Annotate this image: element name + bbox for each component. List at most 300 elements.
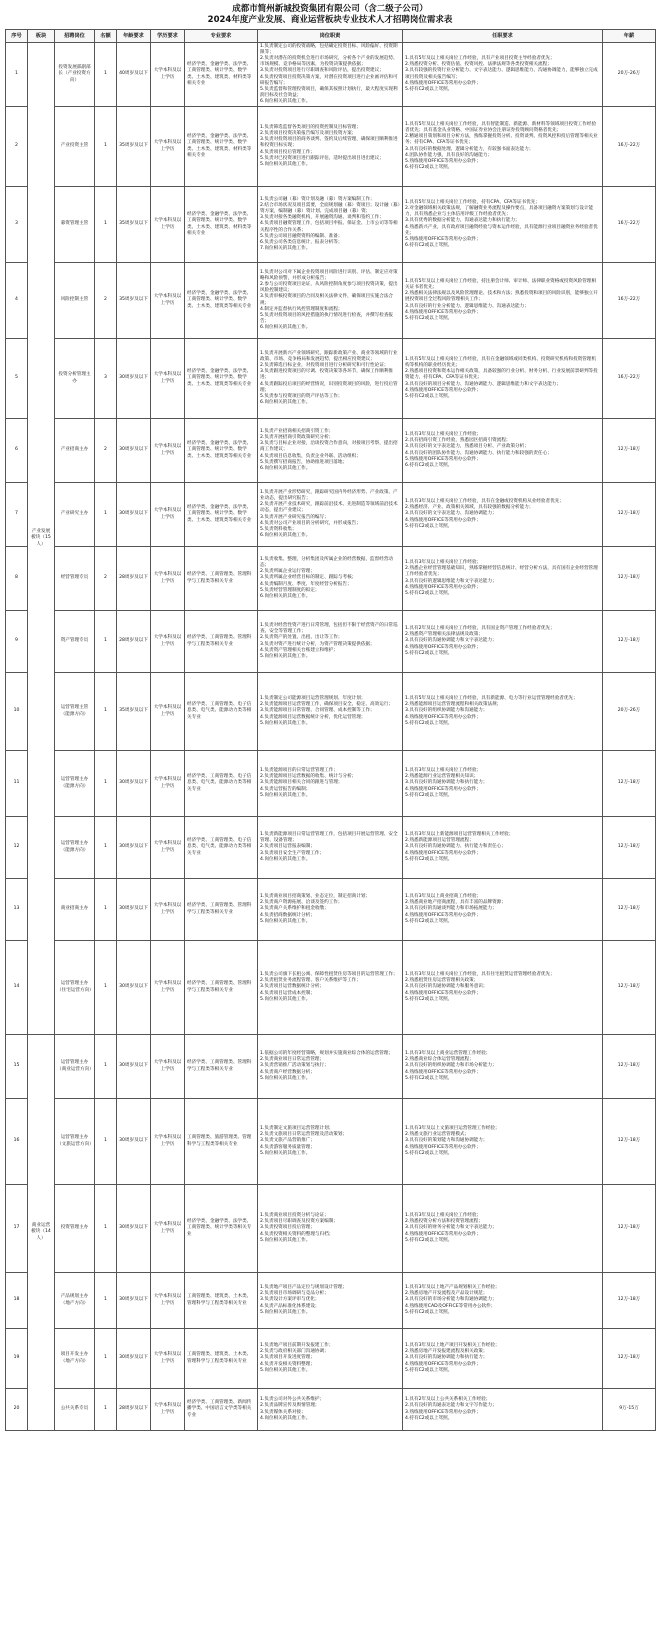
duty-line: 3.负责设计方案评审与优化； [260,1297,320,1303]
education-cell: 大学本科及以上学历 [151,419,185,483]
header-requirements: 任职要求 [403,30,603,43]
salary-cell: 16万-22万 [603,339,656,419]
age-cell: 30周岁及以下 [117,751,151,817]
age-cell: 28周岁及以下 [117,547,151,611]
count-cell: 1 [95,611,117,673]
age-cell: 30周岁及以下 [117,1273,151,1329]
duty-line: 5.负责对投资项目的风控措施的执行情况进行检查，并撰写检查报告； [260,312,394,324]
requirement-line: 1.具有3年及以上相关岗位工作经验； [405,560,482,566]
duty-line: 1.负责制定公司的投资战略，包括确定投资目标、风险偏好、投资期限等； [260,44,398,56]
requirement-line: 4.熟练使用OFFICE等常用办公软件； [405,786,481,792]
table-row [6,817,656,879]
duty-line: 1.负责制定文旅项目运营管理计划； [260,1126,334,1132]
table-body [6,43,656,1431]
duty-line: 6.岗位相关的其他工作。 [260,465,311,471]
requirement-line: 3.具有良好的数据处理、逻辑分析能力，有较强书面表达能力； [405,146,534,152]
duties-cell [258,751,403,817]
duty-line: 1.负责公司融（募）资计划及融（募）资方案编制工作； [260,197,375,203]
count-cell: 2 [95,419,117,483]
count-cell: 1 [95,483,117,547]
age-cell: 30周岁及以下 [117,1329,151,1389]
position-cell: 风险控制主管 [55,263,95,339]
duties-cell [258,879,403,941]
requirement-line: 5.持有C2或以上驾照。 [405,393,453,399]
major-cell: 经济学类、工商管理类、电子信息类、电气类、能源动力类等相关专业 [185,751,258,817]
duty-line: 1.负责商业项目招商策划、业态定位，制定招商计划； [260,894,371,900]
requirement-line: 1.具有2年及以上公共关系相关工作经验； [405,1397,491,1403]
count-cell: 2 [95,547,117,611]
requirement-line: 1.具有3年及以上商业运营管理工作经验； [405,1051,491,1057]
major-cell: 经济学类、金融学类、法学类、工商管理类、统计学类、数学类、土木类、建筑类等相关专业 [185,263,258,339]
duty-line: 1.负责开展新兴产业领域研究，跟踪新政策产业、商业等领域的行业政策、市场、竞争格局和发展趋势，提出相应投资建议； [260,351,398,363]
sector-cell: 商业运营板块（14人） [28,1035,55,1431]
education-cell: 大学本科及以上学历 [151,1185,185,1273]
requirement-line: 4.熟练使用OFFICE等常用办公软件； [405,517,481,523]
requirement-line: 1.具有3年及以上相关岗位工作经验； [405,432,482,438]
duty-line: 2.负责开展招商引资政策研究分析； [260,435,334,441]
duty-line: 2.结合市场状况及项目需要，全面规划融（募）资项目；设计融（募）资方案，编制融（募）资计划、完成项目融（募）资； [260,203,400,215]
table-row [6,43,656,107]
duty-line: 4.负责项目运营成本控制； [260,990,315,996]
count-cell: 1 [95,43,117,107]
salary-cell: 12万-18万 [603,611,656,673]
requirement-line: 4.熟练使用OFFICE等常用办公软件； [405,1069,481,1075]
table-row [6,1389,656,1431]
position-cell: 运营管理主办（文旅运营方向） [55,1099,95,1185]
requirement-line: 3.熟练使用OFFICE等常用办公软件； [405,1409,481,1415]
requirement-line: 3.具有良好的沟通协调能力和执行能力； [405,780,488,786]
requirement-line: 5.持有C2或以上驾照。 [405,996,453,1002]
education-cell: 大学本科及以上学历 [151,1273,185,1329]
education-cell: 大学本科及以上学历 [151,339,185,419]
requirements-cell [403,187,603,263]
row-number: 15 [6,1035,28,1099]
duty-line: 3.负责项目安全生产管理工作； [260,850,325,856]
requirement-line: 6.持有C2或以上驾照。 [405,242,453,248]
table-row [6,611,656,673]
requirements-cell [403,941,603,1035]
position-cell: 运营管理主办（住宅运营方向） [55,941,95,1035]
row-number: 9 [6,611,28,673]
requirement-line: 1.具有3年及以上相关岗位工作经验，具有住宅租赁运营管理经验者优先； [405,972,555,978]
duties-cell [258,1389,403,1431]
requirements-cell [403,547,603,611]
requirement-line: 4.熟练使用CAD及OFFICE等常用办公软件； [405,1303,496,1309]
requirements-cell [403,483,603,547]
duty-line: 3.负责项目运营数据统计分析； [260,984,325,990]
education-cell: 大学本科及以上学历 [151,547,185,611]
requirement-line: 3.具有良好的逻辑思维能力和文字表达能力； [405,578,497,584]
education-cell: 大学本科及以上学历 [151,817,185,879]
row-number: 1 [6,43,28,107]
requirements-cell [403,751,603,817]
header-education: 学历要求 [151,30,185,43]
position-cell: 项目开发主办（地产方向） [55,1329,95,1389]
requirement-line: 2.熟悉经济、产业、政策相关领域，具有较强的数据分析能力； [405,505,534,511]
major-cell: 工商管理类、建筑类、土木类、管理科学与工程类等相关专业 [185,1273,258,1329]
row-number: 5 [6,339,28,419]
requirement-line: 2.熟悉文旅行业运营管理模式； [405,1132,470,1138]
salary-cell: 16万-22万 [603,187,656,263]
requirement-line: 1.具有3年及以上新能源项目运营管理相关工作经验； [405,832,514,838]
duty-line: 4.负责资产管理相关台账建立和维护； [260,647,338,653]
count-cell: 1 [95,1099,117,1185]
duty-line: 1.负责对公司对下属企业投资项目风险进行识别、评估、制定应对策略和风险预警，并形成分析报告； [260,270,398,282]
count-cell: 1 [95,817,117,879]
education-cell: 大学本科及以上学历 [151,43,185,107]
duty-line: 3.负责对投资项目的商务谈判、签约及后续管理，确保项目顺利推进和投资目标实现； [260,137,398,149]
duty-line: 2.负责开展产业技术研究，跟踪前沿技术、先进制造等领域前沿技术动态，提出产业建议； [260,502,398,514]
age-cell: 35周岁及以下 [117,187,151,263]
salary-cell: 12万-18万 [603,1185,656,1273]
count-cell: 2 [95,263,117,339]
table-row [6,547,656,611]
requirement-line: 5.持有C2或以上驾照。 [405,650,453,656]
row-number: 4 [6,263,28,339]
requirement-line: 1.具有5年及以上相关岗位工作经验，具有新能源、电力等行业运营管理经验者优先； [405,696,578,702]
position-cell: 产品规划主办（地产方向） [55,1273,95,1329]
document-title: 成都市简州新城投资集团有限公司（含二级子公司） [232,4,428,14]
requirement-line: 4.熟练使用OFFICE等常用办公软件； [405,912,481,918]
age-cell: 30周岁及以下 [117,1035,151,1099]
row-number: 16 [6,1099,28,1185]
duties-cell [258,547,403,611]
requirement-line: 3.具有良好的文字表达能力，熟悉项目分析、产业政策分析； [405,444,529,450]
duties-cell [258,419,403,483]
age-cell: 30周岁及以下 [117,817,151,879]
table-header-row [6,30,656,43]
requirement-line: 5.持有C2或以上驾照。 [405,856,453,862]
education-cell: 大学本科及以上学历 [151,611,185,673]
requirement-line: 3.具有良好的策划能力和沟通协调能力； [405,1138,488,1144]
requirements-cell [403,1273,603,1329]
requirement-line: 5.熟练使用OFFICE等常用办公软件； [405,456,481,462]
age-cell: 28周岁及以下 [117,1389,151,1431]
requirement-line: 4.熟练使用OFFICE等常用办公软件； [405,644,481,650]
table-row [6,1273,656,1329]
requirement-line: 2.熟悉商业综合体运营管理流程； [405,1057,474,1063]
table-row [6,263,656,339]
count-cell: 1 [95,879,117,941]
duty-line: 2.负责项目尽职调查及投资方案编制； [260,1219,338,1225]
duties-cell [258,941,403,1035]
requirement-line: 2.熟悉租赁住房运营管理相关政策； [405,978,479,984]
requirement-line: 5.持有C2或以上驾照。 [405,315,453,321]
requirement-line: 2.熟悉房地产开发流程及产品设计规范； [405,1291,488,1297]
age-cell: 30周岁及以下 [117,483,151,547]
duty-line: 4.负责开发相关资料整理； [260,1361,315,1367]
sector-cell: 产业发展板块（15人） [28,43,55,1035]
duty-line: 2.负责项目运营报表编制； [260,844,315,850]
duties-cell [258,339,403,419]
position-cell: 产业招商主办 [55,419,95,483]
duty-line: 3.负责开展产业研究报告的编写； [260,514,329,520]
duty-line: 4.负责产品标准化体系建设； [260,1303,320,1309]
requirement-line: 3.具有良好的财务分析能力和文字表达能力； [405,1225,497,1231]
duty-line: 4.负责编制月度、季度、年度经营分析报告； [260,581,352,587]
requirement-line: 5.持有C2或以上驾照。 [405,590,453,596]
salary-cell: 12万-18万 [603,1099,656,1185]
salary-cell: 16万-22万 [603,263,656,339]
requirement-line: 4.熟练使用OFFICE等常用办公软件； [405,1231,481,1237]
duty-line: 1.负责地产项目产品定位与规划设计管理； [260,1285,348,1291]
age-cell: 30周岁及以下 [117,419,151,483]
duty-line: 2.负责文旅项目日常运营管理及活动策划； [260,1132,348,1138]
duty-line: 2.负责对潜在的投资机会进行市场研究，分析各个产业的发展趋势、市场规模、竞争格局等因素，为投资决策提供依据； [260,56,398,68]
requirement-line: 5.持有C2或以上驾照。 [405,792,453,798]
salary-cell: 20万-26万 [603,673,656,751]
major-cell: 经济学类、金融学类、法学类、工商管理类、统计学类、数学类、土木类、建筑类等相关专业 [185,339,258,419]
duties-cell [258,673,403,751]
requirement-line: 4.熟练使用OFFICE等常用办公软件； [405,850,481,856]
major-cell: 经济学类、工商管理类、管理科学与工程类等相关专业 [185,611,258,673]
major-cell: 经济学类、工商管理类、电子信息类、电气类、能源动力类等相关专业 [185,673,258,751]
position-cell: 投资分析管理主办 [55,339,95,419]
duty-line: 1.负责商业项目投资分析与论证； [260,1213,329,1219]
duty-line: 1.负责产业招商相关招商引资工作； [260,429,334,435]
education-cell: 大学本科及以上学历 [151,263,185,339]
position-cell: 资产管理专员 [55,611,95,673]
header-duties: 岗位职责 [258,30,403,43]
education-cell: 大学本科及以上学历 [151,1389,185,1431]
count-cell: 1 [95,1273,117,1329]
duty-line: 5.岗位相关的其他工作。 [260,1237,311,1243]
requirement-line: 1.具有3年及以上商业招商工作经验； [405,894,482,900]
education-cell: 大学本科及以上学历 [151,941,185,1035]
requirement-line: 6.持有C2或以上驾照。 [405,462,453,468]
row-number: 2 [6,107,28,187]
major-cell: 经济学类、金融学类、法学类、工商管理类、统计学类等相关专业 [185,1185,258,1273]
requirement-line: 1.具有3年及以上相关岗位工作经验； [405,768,482,774]
requirement-line: 2.熟悉企业经营管理基础知识，熟练掌握经营信息统计、经营分析方法，具有国有企业经营管理工作经验者优先； [405,566,598,578]
table-row [6,751,656,817]
age-cell: 35周岁及以下 [117,263,151,339]
requirements-cell [403,1035,603,1099]
duties-cell [258,43,403,107]
table-row [6,1329,656,1389]
position-cell: 投资发展部副部长（产业投资方向） [55,43,95,107]
duties-cell [258,1099,403,1185]
duty-line: 5.岗位相关的其他工作。 [260,792,311,798]
duty-line: 5.岗位相关的其他工作。 [260,918,311,924]
count-cell: 1 [95,751,117,817]
requirement-line: 5.熟练使用OFFICE等常用办公软件； [405,158,481,164]
education-cell: 大学本科及以上学历 [151,1099,185,1185]
row-number: 19 [6,1329,28,1389]
duty-line: 4.负责运营报告的编制； [260,786,311,792]
requirement-line: 1.具有5年及以上相关岗位工作经验，具有在金融领域或同类机构、投资研究机构和投资管理机构等机构的职业经历优先； [405,357,597,369]
requirement-line: 3.具有良好的行业分析能力、逻辑思维能力、沟通表达能力； [405,303,529,309]
requirement-line: 5.持有C2或以上驾照。 [405,86,453,92]
duties-cell [258,817,403,879]
duty-line: 3.负责文旅产品营销推广； [260,1138,315,1144]
table-row [6,1035,656,1099]
duty-line: 1.负责地产项目前期开发报建工作； [260,1343,334,1349]
position-cell: 运营管理主办（商业运营方向） [55,1035,95,1099]
major-cell: 工商管理类、建筑类、土木类、管理科学与工程类等相关专业 [185,1329,258,1389]
requirement-line: 1.具有3年及以上相关岗位工作经验； [405,1213,482,1219]
requirement-line: 2.熟悉商业地产招商流程，具有丰富的品牌资源； [405,900,506,906]
requirements-cell [403,1329,603,1389]
requirement-line: 5.持有C2或以上驾照。 [405,1309,453,1315]
major-cell: 经济学类、金融学类、法学类、工商管理类、统计学类、数学类、土木类、建筑类、材料类等相关专业 [185,43,258,107]
major-cell: 经济学类、金融学类、法学类、工商管理类、统计学类、数学类、土木类、建筑类、材料类等相关专业 [185,187,258,263]
row-number: 12 [6,817,28,879]
requirement-line: 5.持有C2或以上驾照。 [405,523,453,529]
row-number: 10 [6,673,28,751]
duties-cell [258,263,403,339]
requirement-line: 3.具有良好的沟通谈判能力和市场拓展能力； [405,906,497,912]
duties-cell [258,1329,403,1389]
duty-line: 1.负责公司对外公共关系维护； [260,1397,325,1403]
row-number: 3 [6,187,28,263]
duty-line: 4.负责投资项目投资决策方案，对潜在投资项目进行企业画评估和可研报告编写； [260,74,398,86]
position-cell: 运营管理主办（能源方向） [55,751,95,817]
requirement-line: 5.持有C2或以上驾照。 [405,1150,453,1156]
duty-line: 5.岗位相关的其他工作。 [260,996,311,1002]
table-row [6,419,656,483]
duty-line: 3.负责媒体关系对接； [260,1409,306,1415]
requirement-line: 5.持有C2或以上驾照。 [405,1367,453,1373]
duty-line: 2.负责品牌宣传及舆情管理； [260,1403,320,1409]
duty-line: 1.负责制定公司能源项目运营管理规划、年度计划； [260,696,366,702]
duty-line: 5.负责资料收集； [260,526,297,532]
duty-line: 5.岗位相关的其他工作。 [260,1075,311,1081]
salary-cell: 12万-18万 [603,751,656,817]
salary-cell: 12万-18万 [603,941,656,1035]
duties-cell [258,611,403,673]
row-number: 11 [6,751,28,817]
requirement-line: 2.熟悉房地产开发报建流程及相关政策； [405,1349,488,1355]
position-cell: 运营管理主办（能源方向） [55,817,95,879]
duty-line: 1.负责新能源项目日常运营管理工作，包括项目开展运营管理、安全管理、设备管理； [260,832,398,844]
duty-line: 4.岗位相关的其他工作。 [260,856,311,862]
duty-line: 2.负责租赁业务流程管理、客户关系维护等工作； [260,978,361,984]
duty-line: 5.岗位相关的其他工作。 [260,720,311,726]
requirements-cell [403,419,603,483]
duty-line: 1.负责收集、整理，分析集团及所属企业的经营数据，监督经营动态； [260,557,394,569]
education-cell: 大学本科及以上学历 [151,879,185,941]
duty-line: 2.参与公司投资项目论证，从风险控制角度参与项目投资决策，提出风险控制建议； [260,282,398,294]
requirement-line: 5.持有C2或以上驾照。 [405,918,453,924]
table-row [6,187,656,263]
requirement-line: 4.具有良好的团队协作能力、沟通协调能力、执行能力和较强的责任心； [405,450,552,456]
duty-line: 4.负责项目信息收集，负责企业外联、活动组织； [260,453,361,459]
duty-line: 6.负责公司各类信息统计，报表分析等； [260,239,343,245]
requirement-line: 5.持有C2或以上驾照。 [405,1075,453,1081]
table-row [6,339,656,419]
count-cell: 1 [95,673,117,751]
requirement-line: 1.具有5年及以上相关岗位工作经验，持注册会计师、审计师、法律职业资格或投资风险管理相关证书者优先； [405,279,597,291]
duties-cell [258,1035,403,1099]
duties-cell [258,107,403,187]
header-major: 专业要求 [185,30,258,43]
duty-line: 2.负责项目市场调研与竞品分析； [260,1291,329,1297]
duty-line: 5.负责监督和管理投资项目，确保其按照计划执行，最大程度实现利润目标及社会效益； [260,86,398,98]
duty-line: 6.岗位相关的其他工作。 [260,593,311,599]
duty-line: 2.负责项目投资决策报告编写及项目投资方案； [260,131,357,137]
duty-line: 4.岗位相关的其他工作。 [260,1415,311,1421]
duty-line: 3.负责对投资项目进行尽职调查和风险评估，提出投资建议； [260,68,384,74]
position-cell: 产业研究主办 [55,483,95,547]
count-cell: 1 [95,941,117,1035]
count-cell: 1 [95,1185,117,1273]
salary-cell: 12万-18万 [603,1035,656,1099]
requirement-line: 2.熟悉能源行业运营管理相关知识； [405,774,479,780]
count-cell: 1 [95,187,117,263]
requirements-cell [403,1185,603,1273]
row-number: 6 [6,419,28,483]
requirements-cell [403,339,603,419]
duty-line: 3.负责对资产进行统计分析，为资产管理决策提供依据； [260,641,375,647]
education-cell: 大学本科及以上学历 [151,107,185,187]
duty-line: 2.负责所属企业运行管理； [260,569,315,575]
table-row [6,107,656,187]
duty-line: 3.负责对接各类融资机构，开展融资沟通、谈判和签约工作； [260,215,384,221]
requirement-line: 4.熟练使用OFFICE等常用办公软件； [405,1361,481,1367]
requirement-line: 3.具有良好的组织协调能力和市场分析能力； [405,1063,497,1069]
document-subtitle: 2024年度产业发展、商业运营板块专业技术人才招聘岗位需求表 [207,15,453,25]
duties-cell [258,483,403,547]
count-cell: 3 [95,339,117,419]
row-number: 8 [6,547,28,611]
salary-cell: 9万-15万 [603,1389,656,1431]
major-cell: 经济学类、工商管理类、电子信息类、电气类、能源动力类等相关专业 [185,817,258,879]
position-cell: 产业投资主管 [55,107,95,187]
requirement-line: 2.具有良好的沟通表达能力和文字写作能力； [405,1403,497,1409]
education-cell: 大学本科及以上学历 [151,751,185,817]
requirement-line: 3.具有良好的项目分析能力、沟通协调能力、逻辑思维能力和文字表达能力； [405,381,561,387]
duty-line: 1.负责公司旗下长租公寓、保障性租赁住房等项目的运营管理工作； [260,972,398,978]
duty-line: 4.制定并监督执行风控管理制度和流程； [260,306,343,312]
header-salary: 年薪 [603,30,656,43]
duty-line: 4.负责跟踪投后项目的经营情况，识别投资项目的风险，进行投后管理； [260,381,398,393]
duty-line: 2.负责与政府相关部门沟通协调； [260,1349,329,1355]
row-number: 7 [6,483,28,547]
position-cell: 经营管理专员 [55,547,95,611]
requirements-cell [403,817,603,879]
requirement-line: 4.持有C2或以上驾照。 [405,1415,453,1421]
requirement-line: 1.具有5年及以上相关岗位工作经验，具有智能制造、新能源、新材料等领域项目投资工作经验者优先；具有基金从业资格、中国证券业协会注册证券投资顾问资格者优先； [405,122,597,134]
duty-line: 2.负责筛选目标企业，对投资项目进行分析研究和可行性论证； [260,363,389,369]
requirement-line: 3.具有良好的沟通协调能力和服务意识； [405,984,488,990]
duty-line: 6.岗位相关的其他工作。 [260,98,311,104]
salary-cell: 12万-18万 [603,419,656,483]
duty-line: 4.负责招商数据统计分析； [260,912,315,918]
requirement-line: 2.精通项目策划和项目分析方法，熟练掌握投资分析、投资谈判、投资风控和投后管理等相关业务；持有CPA、CFA等证书优先； [405,134,598,146]
requirement-line: 2.熟悉相关法律法规以及风险管理理论、技术和方法；熟悉投资和项目的风险识别，能够独立开展投资项目全过程风险管理相关工作； [405,291,598,303]
requirement-line: 3.具有良好的沟通协调能力、执行能力和责任心； [405,844,506,850]
table-row [6,1099,656,1185]
age-cell: 40周岁及以下 [117,43,151,107]
requirement-line: 4.熟练使用OFFICE等常用办公软件； [405,714,481,720]
requirement-line: 4.团队协作能力强，具有良好的沟通能力； [405,152,493,158]
position-cell: 募资管理主管 [55,187,95,263]
row-number: 14 [6,941,28,1035]
header-sector: 板块 [28,30,55,43]
duty-line: 1.负责对经营性资产进行日常管理，包括但不限于经营资产的日常巡查、安全等管理工作； [260,623,398,635]
count-cell: 1 [95,1389,117,1431]
age-cell: 30周岁及以下 [117,339,151,419]
duties-cell [258,1185,403,1273]
education-cell: 大学本科及以上学历 [151,1329,185,1389]
requirement-line: 4.熟练使用OFFICE等常用办公软件； [405,80,481,86]
age-cell: 35周岁及以下 [117,107,151,187]
requirement-line: 3.具有良好的市场分析能力和沟通协调能力； [405,1297,497,1303]
duty-line: 6.岗位相关的其他工作。 [260,324,311,330]
salary-cell: 16万-22万 [603,107,656,187]
major-cell: 经济学类、工商管理类、管理科学与工程类等相关专业 [185,547,258,611]
